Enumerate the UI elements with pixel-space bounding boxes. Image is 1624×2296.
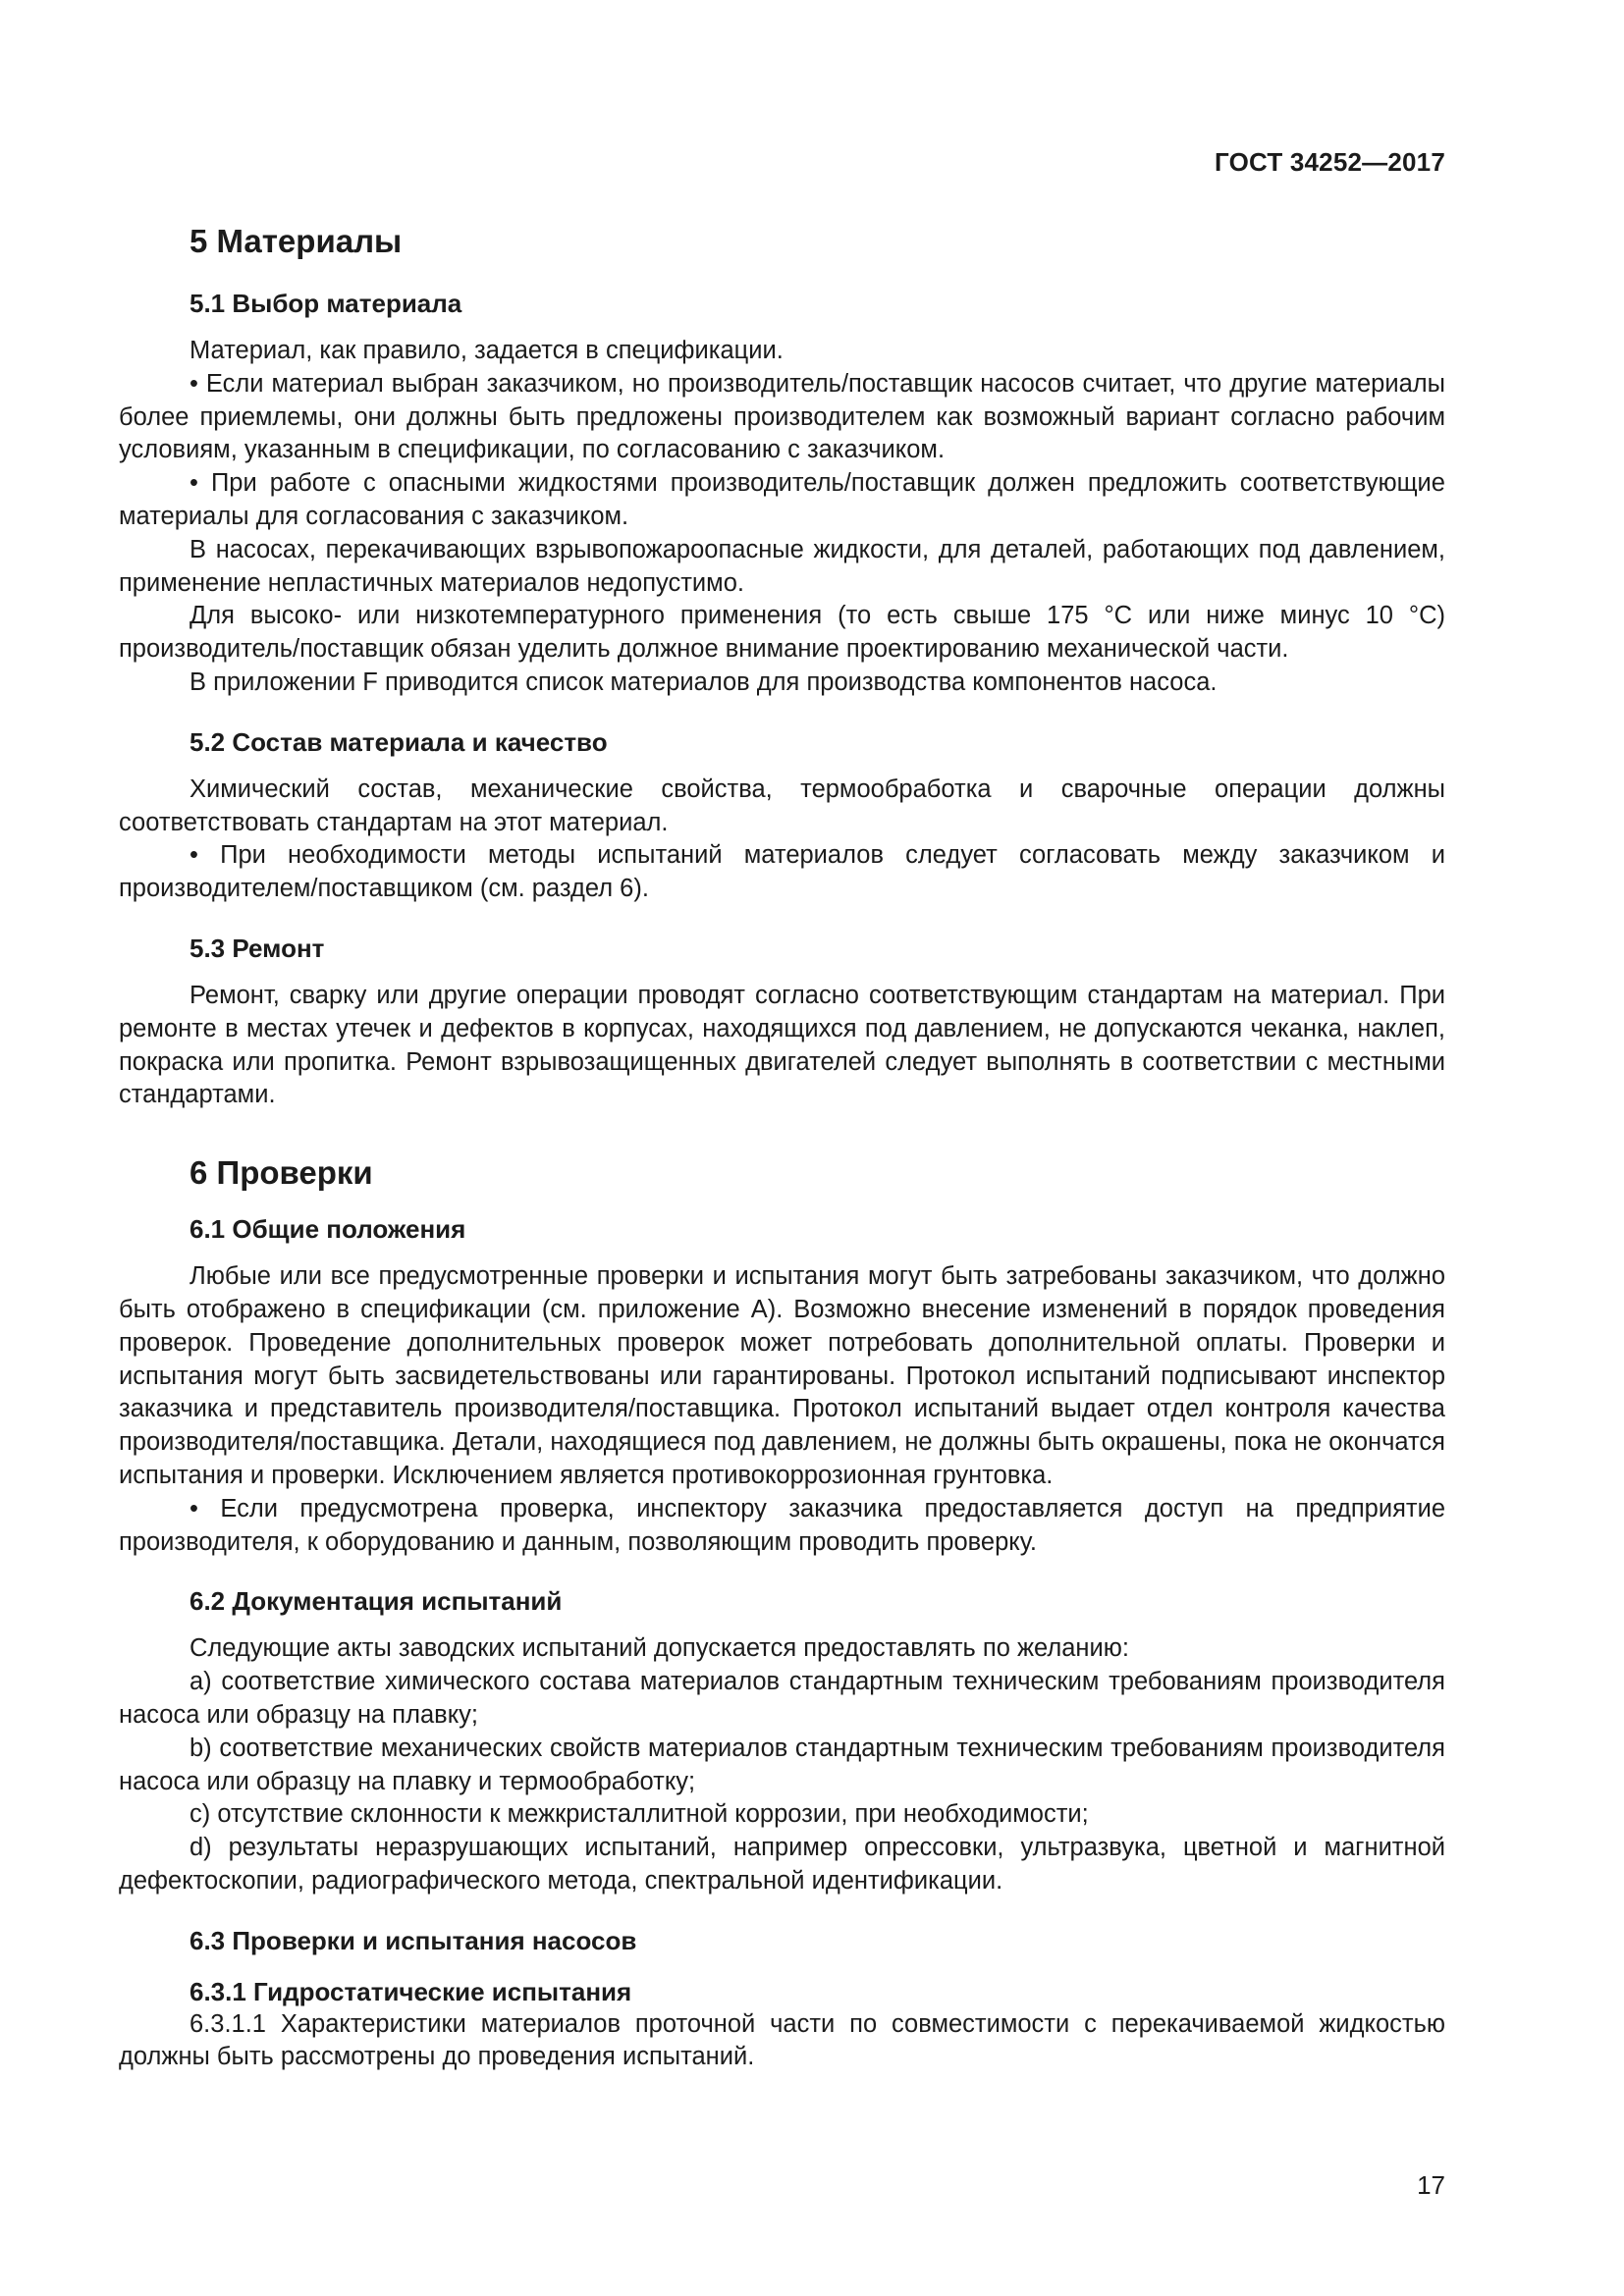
paragraph: 6.3.1.1 Характеристики материалов проточной части по совместимости с перекачиваемой жидкостью должны быть рассмотрены до проведения испытаний. — [119, 2009, 1445, 2071]
subsection-title: 6.2 Документация испытаний — [189, 1586, 563, 1617]
section-title: 5 Материалы — [189, 223, 403, 259]
paragraph: • Если материал выбран заказчиком, но производитель/поставщик насосов считает, что другие материалы более приемлемы, они должны быть предложены производителем как возможный вариант согласно рабочим условиям, указанным в спецификации, по согласованию с заказчиком. — [119, 369, 1445, 464]
subsection-title: 5.2 Состав материала и качество — [189, 726, 608, 757]
subsubsection-title: 6.3.1 Гидростатические испытания — [189, 1976, 632, 2006]
subsection-title: 6.3 Проверки и испытания насосов — [189, 1925, 637, 1955]
subsection-body — [119, 980, 1445, 1112]
paragraph: Для высоко- или низкотемпературного применения (то есть свыше 175 °С или ниже минус 10 °С) производитель/поставщик обязан уделить должное внимание проектированию механической части. — [119, 602, 1445, 664]
paragraph: Материал, как правило, задается в спецификации. — [189, 337, 784, 364]
subsection-body — [119, 1260, 1445, 1559]
paragraph: Химический состав, механические свойства, термообработка и сварочные операции должны соответствовать стандартам на этот материал. — [119, 774, 1445, 836]
list-item: a) соответствие химического состава материалов стандартным техническим требованиям производителя насоса или образцу на плавку; — [119, 1668, 1445, 1729]
paragraph: • При необходимости методы испытаний материалов следует согласовать между заказчиком и производителем/поставщиком (см. раздел 6). — [119, 841, 1445, 903]
paragraph: В приложении F приводится список материалов для производства компонентов насоса. — [189, 667, 1218, 696]
paragraph: В насосах, перекачивающих взрывопожароопасные жидкости, для деталей, работающих под давлением, применение непластичных материалов недопустимо. — [119, 535, 1445, 597]
subsection-body — [119, 774, 1445, 906]
paragraph: Любые или все предусмотренные проверки и испытания могут быть затребованы заказчиком, что должно быть отображено в спецификации (см. приложение А). Возможно внесение изменений в порядок проведения проверок. Проведение дополнительных проверок может потребовать дополнительной оплаты. Проверки и испытания могут быть засвидетельствованы или гарантированы. Протокол испытаний подписывают инспектор заказчика и представитель производителя/поставщика. Протокол испытаний выдает отдел контроля качества производителя/поставщика. Детали, находящиеся под давлением, не должны быть окрашены, пока не окончатся испытания и проверки. Исключением является противокоррозионная грунтовка. — [119, 1262, 1445, 1489]
paragraph: • При работе с опасными жидкостями производитель/поставщик должен предложить соответствующие материалы для согласования с заказчиком. — [119, 469, 1445, 530]
paragraph: Следующие акты заводских испытаний допускается предоставлять по желанию: — [189, 1634, 1129, 1663]
list-item: b) соответствие механических свойств материалов стандартным техническим требованиям производителя насоса или образцу на плавку и термообработку; — [119, 1734, 1445, 1795]
page-content — [119, 222, 1445, 2074]
subsection-title: 5.3 Ремонт — [189, 933, 325, 963]
page-number: 17 — [1417, 2170, 1445, 2200]
subsection-body — [119, 1632, 1445, 1897]
subsection-body — [119, 2008, 1445, 2075]
document-code: ГОСТ 34252—2017 — [1215, 147, 1445, 177]
paragraph: Ремонт, сварку или другие операции проводят согласно соответствующим стандартам на материал. При ремонте в местах утечек и дефектов в корпусах, находящихся под давлением, не допускаются чеканка, наклеп, покраска или пропитка. Ремонт взрывозащищенных двигателей следует выполнять в соответствии с местными стандартами. — [119, 981, 1445, 1109]
subsection-title: 6.1 Общие положения — [189, 1214, 466, 1245]
list-item: d) результаты неразрушающих испытаний, например опрессовки, ультразвука, цветной и магнитной дефектоскопии, радиографического метода, спектральной идентификации. — [119, 1834, 1445, 1895]
list-item: c) отсутствие склонности к межкристаллитной коррозии, при необходимости; — [189, 1800, 1089, 1829]
paragraph: • Если предусмотрена проверка, инспектору заказчика предоставляется доступ на предприятие производителя, к оборудованию и данным, позволяющим проводить проверку. — [119, 1494, 1445, 1556]
subsection-body — [119, 335, 1445, 700]
subsection-title: 5.1 Выбор материала — [189, 289, 462, 318]
section-title: 6 Проверки — [189, 1154, 373, 1192]
